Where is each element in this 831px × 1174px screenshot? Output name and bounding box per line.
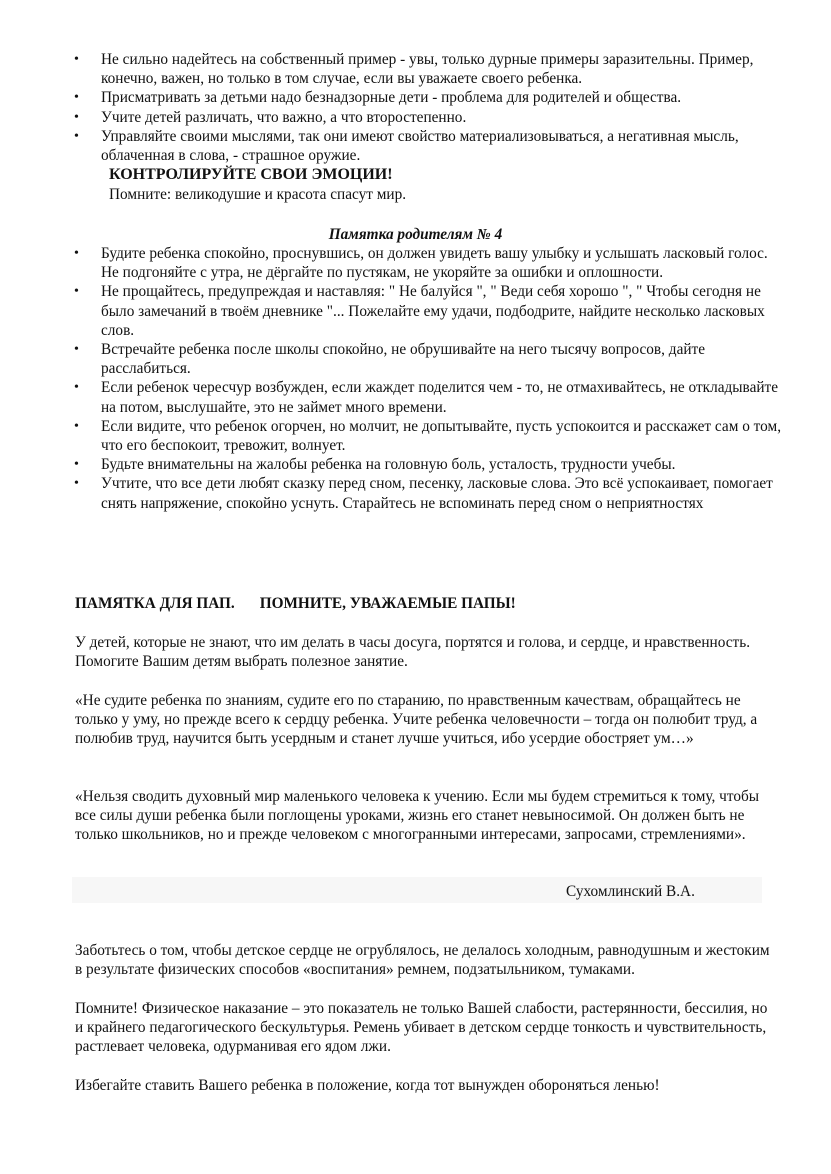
dads-memo-subtitle: ПОМНИТЕ, УВАЖАЕМЫЕ ПАПЫ!: [259, 595, 516, 612]
bullet-icon: •: [74, 380, 79, 396]
list-item: [0, 455, 831, 474]
advice-list-top: [0, 50, 831, 165]
list-item-text: Если ребенок чересчур возбужден, если жаждет поделится чем - то, не отмахивайтесь, не откладывайте на потом, выслушайте, это не займет много времени.: [101, 379, 779, 416]
bullet-icon: •: [74, 457, 79, 473]
bullet-icon: •: [74, 109, 79, 125]
bullet-icon: •: [74, 246, 79, 261]
memo-4-title: Памятка родителям № 4: [328, 226, 503, 243]
bullet-icon: •: [74, 52, 79, 67]
dads-memo-title: ПАМЯТКА ДЛЯ ПАП.: [75, 595, 235, 612]
list-item-text: Присматривать за детьми надо безнадзорные дети - проблема для родителей и общества.: [101, 89, 682, 107]
list-item-text: Будьте внимательны на жалобы ребенка на головную боль, усталость, трудности учебы.: [101, 456, 676, 474]
list-item-text: Не сильно надейтесь на собственный пример - увы, только дурные примеры заразительны. Пример, конечно, важен, но только в том случае, если вы уважаете своего ребенка.: [101, 51, 754, 88]
bullet-icon: •: [74, 342, 79, 358]
bullet-icon: •: [74, 128, 79, 144]
list-item-text: Встречайте ребенка после школы спокойно, не обрушивайте на него тысячу вопросов, дайте расслабиться.: [101, 341, 706, 378]
list-item-text: Управляйте своими мыслями, так они имеют свойство материализовываться, а негативная мысль, облаченная в слова, - страшное оружие.: [101, 127, 739, 165]
paragraph-laziness: Избегайте ставить Вашего ребенка в положение, когда тот вынужден обороняться ленью!: [75, 1077, 660, 1094]
list-item-text: Учтите, что все дети любят сказку перед сном, песенку, ласковые слова. Это всё успокаивает, помогает снять напряжение, спокойно уснуть. Старайтесь не вспоминать перед сном о неприятностях: [101, 475, 773, 512]
list-item: [0, 88, 831, 107]
list-item: [0, 50, 831, 88]
remember-line: Помните: великодушие и красота спасут мир.: [109, 186, 407, 203]
list-item: [0, 417, 831, 455]
bullet-icon: •: [74, 418, 79, 434]
list-item-text: Будите ребенка спокойно, проснувшись, он должен увидеть вашу улыбку и услышать ласковый голос. Не подгоняйте с утра, не дёргайте по пустякам, не укоряйте за ошибки и оплошности.: [101, 245, 768, 282]
list-item: [0, 108, 831, 127]
list-item: [0, 474, 831, 512]
list-item: [0, 282, 831, 340]
paragraph-leisure: У детей, которые не знают, что им делать в часы досуга, портятся и голова, и сердце, и нравственность. Помогите Вашим детям выбрать полезное занятие.: [75, 634, 751, 671]
paragraph-heart: Заботьтесь о том, чтобы детское сердце не огрублялось, не делалось холодным, равнодушным и жестоким в результате физических способов «воспитания» ремнем, подзатыльником, тумаками.: [75, 942, 770, 979]
list-item-text: Если видите, что ребенок огорчен, но молчит, не допытывайте, пусть успокоится и расскажет сам о том, что его беспокоит, тревожит, волнует.: [101, 417, 782, 455]
bullet-icon: •: [74, 476, 79, 492]
list-item: [0, 244, 831, 282]
list-item-text: Учите детей различать, что важно, а что второстепенно.: [101, 108, 467, 126]
quote-2: «Нельзя сводить духовный мир маленького человека к учению. Если мы будем стремиться к тому, чтобы все силы души ребенка были поглощены уроками, жизнь его станет невыносимой. Он должен быть не только школьников, но и прежде человеком с многогранными интересами, запросами, стремлениями».: [75, 788, 760, 844]
emotions-heading: КОНТРОЛИРУЙТЕ СВОИ ЭМОЦИИ!: [109, 166, 393, 183]
list-item-text: Не прощайтесь, предупреждая и наставляя: " Не балуйся ", " Веди себя хорошо ", " Чтобы сегодня не было замечаний в твоём дневнике "... Пожелайте ему удачи, подбодрите, найдите несколько ласковых слов.: [101, 283, 765, 339]
bullet-icon: •: [74, 284, 79, 300]
bullet-icon: •: [74, 90, 79, 106]
list-item: [0, 127, 831, 165]
quote-1: «Не судите ребенка по знаниям, судите его по старанию, по нравственным качествам, обращайтесь не только у уму, но прежде всего к сердцу ребенка. Учите ребенка человечности – тогда он полюбит труд, а полюбив труд, научится быть усердным и станет лучше учиться, ибо усердие обостряет ум…»: [75, 692, 758, 748]
memo-4-list: [0, 244, 831, 513]
list-item: [0, 378, 831, 416]
paragraph-punishment: Помните! Физическое наказание – это показатель не только Вашей слабости, растерянности, бессилия, но и крайнего педагогического бескультурья. Ремень убивает в детском сердце тонкость и чувствительность, растлевает человека, одурманивая его ядом лжи.: [75, 1000, 768, 1056]
list-item: [0, 340, 831, 378]
dads-memo-heading: [75, 594, 516, 613]
author-signature: Сухомлинский В.А.: [566, 883, 695, 900]
